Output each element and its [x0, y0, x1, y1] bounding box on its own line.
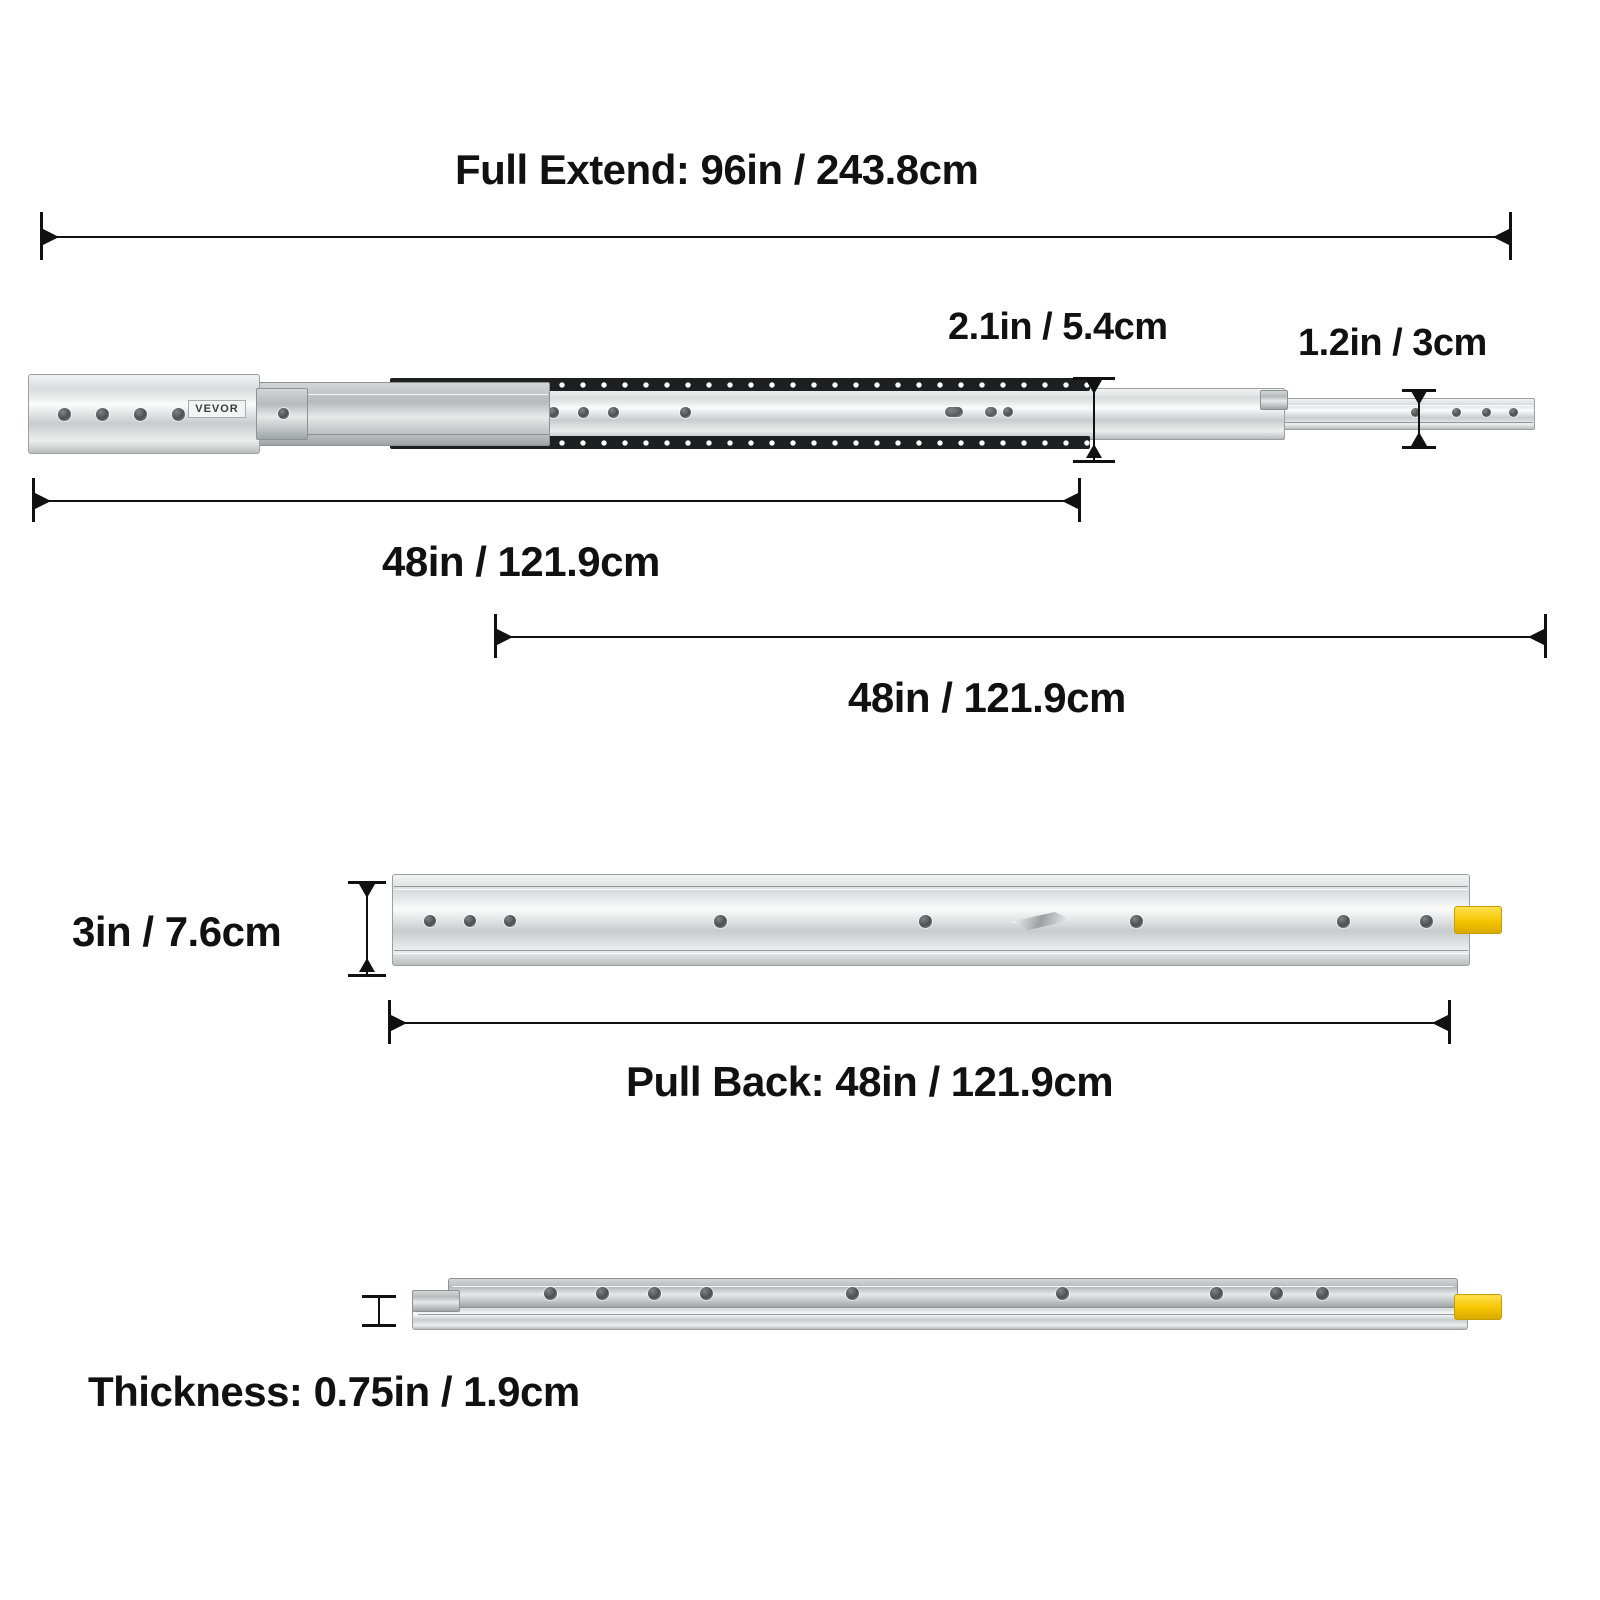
inner-height-label: 2.1in / 5.4cm [948, 306, 1168, 348]
edge-mid-line [418, 1314, 1464, 1315]
pull-back-arrow-start [391, 1015, 407, 1031]
edge-hole-6 [1056, 1287, 1069, 1300]
pull-back-right-cap [1448, 1000, 1451, 1044]
middle-member-rail [475, 388, 1285, 440]
outer-hole-4 [1452, 408, 1461, 417]
yellow-release-lever[interactable] [1454, 906, 1502, 934]
closed-rail-hole-2 [464, 915, 476, 927]
bracket-hole-2 [96, 408, 109, 421]
middle-hole-6 [1003, 407, 1013, 417]
closed-rail-hole-6 [1130, 915, 1143, 928]
edge-hole-9 [1316, 1287, 1329, 1300]
full-extend-dimension-line [40, 236, 1512, 238]
right-length-label: 48in / 121.9cm [848, 674, 1126, 721]
pull-back-dimension-line [388, 1022, 1450, 1024]
thickness-dimension-line [378, 1296, 380, 1326]
outer-height-arrow-bottom [1411, 432, 1427, 446]
outer-hole-5 [1482, 408, 1491, 417]
extended-assembly-view [20, 360, 1540, 470]
outer-height-bottom-cap [1402, 446, 1436, 449]
vevor-brand-badge: VEVOR [188, 400, 246, 418]
closed-rail-hole-8 [1420, 915, 1433, 928]
rail-height-arrow-bottom [359, 958, 375, 972]
left-length-label: 48in / 121.9cm [382, 538, 660, 585]
closed-rail-hole-7 [1337, 915, 1350, 928]
closed-rail-hole-3 [504, 915, 516, 927]
closed-rail-bottom-edge [394, 950, 1468, 951]
edge-hole-5 [846, 1287, 859, 1300]
rail-height-bottom-cap [348, 974, 386, 977]
closed-rail-hole-1 [424, 915, 436, 927]
right-length-right-cap [1544, 614, 1547, 658]
closed-rail-view [392, 874, 1512, 984]
bracket-hole-1 [58, 408, 71, 421]
pull-back-arrow-end [1432, 1015, 1448, 1031]
detent-hole [278, 408, 289, 419]
closed-rail-hole-4 [714, 915, 727, 928]
edge-hole-2 [596, 1287, 609, 1300]
edge-hole-4 [700, 1287, 713, 1300]
middle-member-end-cap [1260, 390, 1288, 410]
edge-left-end-cap [412, 1290, 460, 1312]
right-length-arrow-start [497, 629, 513, 645]
edge-hole-1 [544, 1287, 557, 1300]
middle-hole-3 [578, 407, 589, 418]
right-length-dimension-line [494, 636, 1546, 638]
edge-hole-7 [1210, 1287, 1223, 1300]
full-extend-arrow-right [1493, 229, 1509, 245]
bracket-hole-4 [172, 408, 185, 421]
closed-rail-top-edge [394, 886, 1468, 887]
full-extend-arrow-left [43, 229, 59, 245]
rail-height-arrow-top [359, 884, 375, 898]
full-extend-right-cap [1509, 212, 1512, 260]
outer-height-label: 1.2in / 3cm [1298, 322, 1487, 364]
edge-yellow-release-lever[interactable] [1454, 1294, 1502, 1320]
outer-height-arrow-top [1411, 391, 1427, 405]
left-length-arrow-end [1062, 493, 1078, 509]
rail-height-label: 3in / 7.6cm [72, 908, 282, 955]
right-length-arrow-end [1528, 629, 1544, 645]
middle-slot-2 [985, 407, 997, 417]
left-length-dimension-line [32, 500, 1080, 502]
closed-rail-hole-5 [919, 915, 932, 928]
left-length-right-cap [1078, 478, 1081, 522]
thickness-top-cap [362, 1295, 396, 1298]
inner-height-arrow-bottom [1086, 444, 1102, 458]
full-extend-label: Full Extend: 96in / 243.8cm [455, 146, 979, 193]
thickness-bottom-cap [362, 1324, 396, 1327]
middle-hole-4 [608, 407, 619, 418]
thickness-label: Thickness: 0.75in / 1.9cm [88, 1368, 580, 1415]
inner-height-bottom-cap [1073, 460, 1115, 463]
edge-thickness-view [398, 1268, 1528, 1348]
left-length-arrow-start [35, 493, 51, 509]
outer-hole-6 [1509, 408, 1518, 417]
closed-rail-top-highlight [394, 889, 1468, 890]
closed-rail-bottom-highlight [394, 953, 1468, 954]
middle-slot-1 [945, 407, 963, 417]
inner-height-arrow-top [1086, 380, 1102, 394]
pull-back-label: Pull Back: 48in / 121.9cm [626, 1058, 1114, 1105]
middle-hole-5 [680, 407, 691, 418]
edge-hole-3 [648, 1287, 661, 1300]
bracket-hole-3 [134, 408, 147, 421]
edge-hole-8 [1270, 1287, 1283, 1300]
